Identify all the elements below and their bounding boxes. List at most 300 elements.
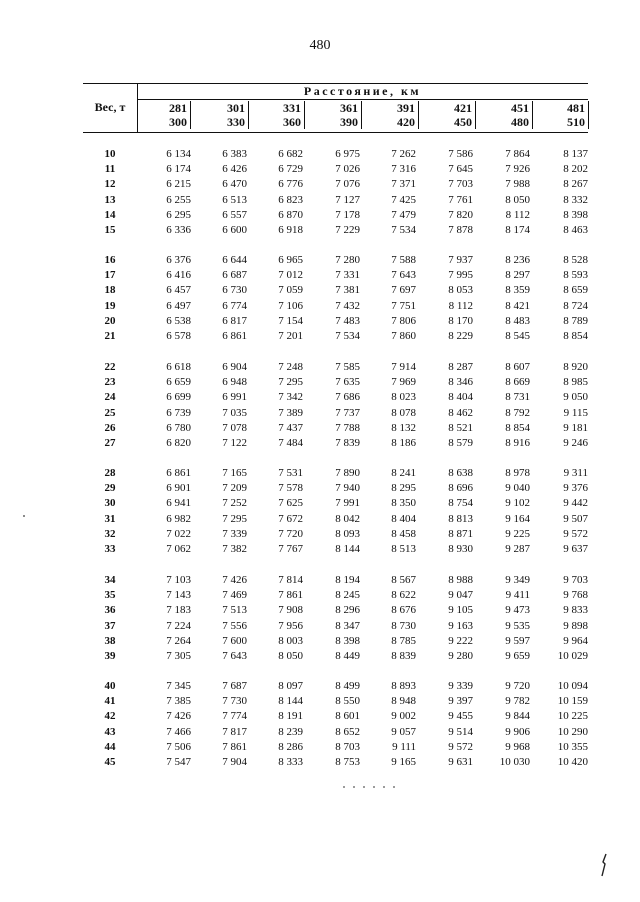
value-cell: 10 159 (557, 695, 588, 708)
value-cell: 7 904 (222, 756, 247, 768)
weight-cell: 36 (104, 604, 116, 617)
table-row (0, 603, 640, 618)
value-cell: 7 437 (278, 421, 303, 434)
weight-cell: 44 (104, 740, 116, 753)
value-cell: 6 618 (166, 361, 191, 373)
value-cell: 9 703 (563, 574, 588, 586)
value-cell: 9 163 (448, 619, 473, 632)
value-cell: 7 371 (391, 178, 416, 191)
value-cell: 7 586 (448, 148, 473, 160)
value-cell: 7 861 (222, 740, 247, 753)
column-divider (361, 101, 362, 129)
value-cell: 8 332 (563, 193, 588, 206)
value-cell: 6 918 (278, 224, 303, 236)
value-cell: 6 729 (278, 163, 303, 176)
value-cell: 6 470 (222, 178, 247, 191)
value-cell: 9 442 (563, 497, 588, 510)
value-cell: 8 920 (563, 361, 588, 373)
weight-cell: 26 (104, 421, 116, 434)
value-cell: 6 820 (166, 437, 191, 449)
value-cell: 7 761 (448, 193, 473, 206)
column-divider (588, 101, 589, 129)
value-cell: 7 382 (222, 543, 247, 555)
value-cell: 6 699 (166, 391, 191, 404)
weight-cell: 15 (104, 224, 116, 236)
value-cell: 6 687 (222, 269, 247, 282)
value-cell: 7 890 (335, 467, 360, 479)
weight-cell: 24 (104, 391, 116, 404)
value-cell: 7 720 (278, 527, 303, 540)
weight-cell: 23 (104, 376, 116, 389)
value-cell: 6 644 (222, 254, 247, 266)
table-row (0, 679, 640, 694)
value-cell: 8 267 (563, 178, 588, 191)
value-cell: 8 893 (391, 680, 416, 692)
table-row (0, 634, 640, 649)
value-cell: 10 094 (557, 680, 588, 692)
value-cell: 8 144 (335, 543, 360, 555)
value-cell: 8 174 (505, 224, 530, 236)
value-cell: 7 878 (448, 224, 473, 236)
table-row (0, 314, 640, 329)
value-cell: 7 466 (166, 725, 191, 738)
value-cell: 8 078 (391, 406, 416, 419)
value-cell: 9 720 (505, 680, 530, 692)
value-cell: 7 295 (222, 512, 247, 525)
value-cell: 6 416 (166, 269, 191, 282)
range-to: 300 (169, 115, 187, 129)
range-from: 281 (169, 101, 187, 115)
value-cell: 6 578 (166, 330, 191, 342)
range-from: 421 (454, 101, 472, 115)
value-cell: 7 178 (335, 208, 360, 221)
value-cell: 7 252 (222, 497, 247, 510)
value-cell: 7 991 (335, 497, 360, 510)
value-cell: 7 432 (335, 299, 360, 312)
value-cell: 6 376 (166, 254, 191, 266)
weight-cell: 39 (104, 650, 116, 662)
value-cell: 7 585 (335, 361, 360, 373)
value-cell: 8 458 (391, 527, 416, 540)
value-cell: 6 255 (166, 193, 191, 206)
value-cell: 7 600 (222, 634, 247, 647)
value-cell: 8 023 (391, 391, 416, 404)
value-cell: 9 311 (563, 467, 588, 479)
weight-column-header: Вес, т (94, 99, 126, 114)
value-cell: 9 572 (448, 740, 473, 753)
value-cell: 7 305 (166, 650, 191, 662)
scan-dots (342, 784, 402, 790)
value-cell: 7 224 (166, 619, 191, 632)
value-cell: 8 398 (563, 208, 588, 221)
value-cell: 8 638 (448, 467, 473, 479)
value-cell: 8 112 (505, 208, 530, 221)
weight-cell: 28 (104, 467, 116, 479)
value-cell: 8 753 (335, 756, 360, 768)
range-to: 510 (567, 115, 585, 129)
value-cell: 7 280 (335, 254, 360, 266)
value-cell: 7 839 (335, 437, 360, 449)
value-cell: 8 463 (563, 224, 588, 236)
value-cell: 8 988 (448, 574, 473, 586)
value-cell: 9 280 (448, 650, 473, 662)
table-row (0, 512, 640, 527)
value-cell: 9 040 (505, 482, 530, 495)
value-cell: 8 813 (448, 512, 473, 525)
value-cell: 8 346 (448, 376, 473, 389)
range-header-0 (135, 99, 191, 131)
value-cell: 7 106 (278, 299, 303, 312)
value-cell: 8 333 (278, 756, 303, 768)
value-cell: 7 229 (335, 224, 360, 236)
value-cell: 7 035 (222, 406, 247, 419)
value-cell: 8 236 (505, 254, 530, 266)
value-cell: 7 806 (391, 314, 416, 327)
weight-cell: 13 (104, 193, 116, 206)
value-cell: 8 202 (563, 163, 588, 176)
value-cell: 9 047 (448, 589, 473, 602)
value-cell: 8 404 (391, 512, 416, 525)
value-cell: 8 985 (563, 376, 588, 389)
value-cell: 7 484 (278, 437, 303, 449)
value-cell: 9 287 (505, 543, 530, 555)
range-from: 361 (340, 101, 358, 115)
weight-cell: 10 (104, 148, 116, 160)
value-cell: 8 607 (505, 361, 530, 373)
value-cell: 8 789 (563, 314, 588, 327)
value-cell: 8 601 (335, 710, 360, 723)
weight-cell: 17 (104, 269, 116, 282)
range-to: 480 (511, 115, 529, 129)
value-cell: 7 645 (448, 163, 473, 176)
value-cell: 8 676 (391, 604, 416, 617)
range-to: 360 (283, 115, 301, 129)
table-row (0, 740, 640, 755)
value-cell: 6 776 (278, 178, 303, 191)
value-cell: 9 572 (563, 527, 588, 540)
value-cell: 6 948 (222, 376, 247, 389)
weight-cell: 38 (104, 634, 116, 647)
weight-cell: 30 (104, 497, 116, 510)
value-cell: 6 817 (222, 314, 247, 327)
value-cell: 7 022 (166, 527, 191, 540)
value-cell: 8 731 (505, 391, 530, 404)
value-cell: 8 245 (335, 589, 360, 602)
value-cell: 9 964 (563, 634, 588, 647)
value-cell: 7 479 (391, 208, 416, 221)
value-cell: 8 137 (563, 148, 588, 160)
value-cell: 8 359 (505, 284, 530, 297)
value-cell: 9 898 (563, 619, 588, 632)
table-row (0, 208, 640, 223)
table-row (0, 619, 640, 634)
value-cell: 9 225 (505, 527, 530, 540)
range-header-1 (193, 99, 249, 131)
range-from: 331 (283, 101, 301, 115)
value-cell: 7 534 (391, 224, 416, 236)
value-cell: 7 342 (278, 391, 303, 404)
table-row (0, 253, 640, 268)
value-cell: 6 513 (222, 193, 247, 206)
value-cell: 8 550 (335, 695, 360, 708)
weight-cell: 19 (104, 299, 116, 312)
value-cell: 7 820 (448, 208, 473, 221)
value-cell: 7 556 (222, 619, 247, 632)
value-cell: 7 703 (448, 178, 473, 191)
table-row (0, 588, 640, 603)
value-cell: 8 295 (391, 482, 416, 495)
value-cell: 7 103 (166, 574, 191, 586)
value-cell: 7 767 (278, 543, 303, 555)
value-cell: 9 057 (391, 725, 416, 738)
value-cell: 6 659 (166, 376, 191, 389)
value-cell: 7 686 (335, 391, 360, 404)
table-row (0, 573, 640, 588)
table-row (0, 421, 640, 436)
value-cell: 9 833 (563, 604, 588, 617)
value-cell: 6 600 (222, 224, 247, 236)
value-cell: 7 483 (335, 314, 360, 327)
value-cell: 7 122 (222, 437, 247, 449)
value-cell: 6 215 (166, 178, 191, 191)
range-from: 451 (511, 101, 529, 115)
value-cell: 8 854 (563, 330, 588, 342)
table-row (0, 436, 640, 451)
value-cell: 7 534 (335, 330, 360, 342)
value-cell: 7 469 (222, 589, 247, 602)
column-divider (418, 101, 419, 129)
scan-margin-mark (598, 852, 610, 878)
value-cell: 7 425 (391, 193, 416, 206)
value-cell: 9 349 (505, 574, 530, 586)
value-cell: 6 426 (222, 163, 247, 176)
table-row (0, 406, 640, 421)
value-cell: 7 588 (391, 254, 416, 266)
value-cell: 6 904 (222, 361, 247, 373)
value-cell: 10 225 (557, 710, 588, 723)
table-row (0, 542, 640, 557)
value-cell: 6 682 (278, 148, 303, 160)
weight-cell: 27 (104, 437, 116, 449)
value-cell: 7 062 (166, 543, 191, 555)
weight-cell: 35 (104, 589, 116, 602)
value-cell: 8 421 (505, 299, 530, 312)
value-cell: 7 339 (222, 527, 247, 540)
value-cell: 10 420 (557, 756, 588, 768)
value-cell: 8 785 (391, 634, 416, 647)
value-cell: 7 914 (391, 361, 416, 373)
weight-cell: 14 (104, 208, 116, 221)
value-cell: 7 697 (391, 284, 416, 297)
value-cell: 9 844 (505, 710, 530, 723)
value-cell: 9 050 (563, 391, 588, 404)
value-cell: 7 248 (278, 361, 303, 373)
value-cell: 9 597 (505, 634, 530, 647)
value-cell: 7 547 (166, 756, 191, 768)
value-cell: 8 730 (391, 619, 416, 632)
table-row (0, 527, 640, 542)
value-cell: 8 978 (505, 467, 530, 479)
value-cell: 8 622 (391, 589, 416, 602)
value-cell: 9 768 (563, 589, 588, 602)
value-cell: 9 339 (448, 680, 473, 692)
value-cell: 8 948 (391, 695, 416, 708)
range-to: 390 (340, 115, 358, 129)
range-to: 330 (227, 115, 245, 129)
table-row (0, 481, 640, 496)
value-cell: 9 507 (563, 512, 588, 525)
column-divider (190, 101, 191, 129)
value-cell: 8 229 (448, 330, 473, 342)
value-cell: 9 376 (563, 482, 588, 495)
value-cell: 8 449 (335, 650, 360, 662)
value-cell: 7 143 (166, 589, 191, 602)
value-cell: 7 908 (278, 604, 303, 617)
value-cell: 7 059 (278, 284, 303, 297)
weight-cell: 37 (104, 619, 116, 632)
value-cell: 7 506 (166, 740, 191, 753)
value-cell: 7 788 (335, 421, 360, 434)
weight-cell: 29 (104, 482, 116, 495)
value-cell: 8 462 (448, 406, 473, 419)
value-cell: 6 965 (278, 254, 303, 266)
value-cell: 9 906 (505, 725, 530, 738)
value-cell: 7 426 (166, 710, 191, 723)
value-cell: 10 355 (557, 740, 588, 753)
value-cell: 8 112 (448, 299, 473, 312)
value-cell: 6 991 (222, 391, 247, 404)
value-cell: 6 538 (166, 314, 191, 327)
value-cell: 7 345 (166, 680, 191, 692)
value-cell: 8 871 (448, 527, 473, 540)
table-row (0, 268, 640, 283)
value-cell: 6 730 (222, 284, 247, 297)
weight-cell: 41 (104, 695, 116, 708)
value-cell: 8 528 (563, 254, 588, 266)
value-cell: 6 774 (222, 299, 247, 312)
value-cell: 8 191 (278, 710, 303, 723)
value-cell: 6 295 (166, 208, 191, 221)
value-cell: 7 988 (505, 178, 530, 191)
weight-cell: 16 (104, 254, 116, 266)
column-divider (475, 101, 476, 129)
value-cell: 6 497 (166, 299, 191, 312)
value-cell: 7 316 (391, 163, 416, 176)
value-cell: 7 426 (222, 574, 247, 586)
value-cell: 6 975 (335, 148, 360, 160)
table-row (0, 147, 640, 162)
range-header-3 (306, 99, 362, 131)
value-cell: 6 870 (278, 208, 303, 221)
value-cell: 8 724 (563, 299, 588, 312)
value-cell: 8 513 (391, 543, 416, 555)
value-cell: 7 385 (166, 695, 191, 708)
value-cell: 8 521 (448, 421, 473, 434)
value-cell: 10 290 (557, 725, 588, 738)
value-cell: 8 042 (335, 512, 360, 525)
weight-cell: 42 (104, 710, 116, 723)
value-cell: 8 286 (278, 740, 303, 753)
value-cell: 9 455 (448, 710, 473, 723)
value-cell: 6 861 (166, 467, 191, 479)
value-cell: 9 115 (563, 406, 588, 419)
value-cell: 9 631 (448, 756, 473, 768)
page-number: 480 (309, 38, 331, 53)
value-cell: 7 814 (278, 574, 303, 586)
table-row (0, 177, 640, 192)
value-cell: 8 839 (391, 650, 416, 662)
table-row (0, 283, 640, 298)
value-cell: 6 982 (166, 512, 191, 525)
value-cell: 6 941 (166, 497, 191, 510)
range-header-6 (477, 99, 533, 131)
value-cell: 6 174 (166, 163, 191, 176)
value-cell: 8 003 (278, 634, 303, 647)
value-cell: 7 635 (335, 376, 360, 389)
value-cell: 9 782 (505, 695, 530, 708)
value-cell: 7 531 (278, 467, 303, 479)
range-to: 450 (454, 115, 472, 129)
weight-cell: 21 (104, 330, 116, 342)
weight-cell: 12 (104, 178, 116, 191)
weight-cell: 18 (104, 284, 116, 297)
value-cell: 9 659 (505, 650, 530, 662)
value-cell: 7 817 (222, 725, 247, 738)
value-cell: 7 625 (278, 497, 303, 510)
value-cell: 9 968 (505, 740, 530, 753)
table-row (0, 193, 640, 208)
table-row (0, 329, 640, 344)
table-row (0, 496, 640, 511)
value-cell: 7 737 (335, 406, 360, 419)
value-cell: 8 347 (335, 619, 360, 632)
value-cell: 7 331 (335, 269, 360, 282)
value-cell: 8 241 (391, 467, 416, 479)
value-cell: 9 514 (448, 725, 473, 738)
value-cell: 9 165 (391, 756, 416, 768)
table-row (0, 649, 640, 664)
table-row (0, 223, 640, 238)
value-cell: 8 483 (505, 314, 530, 327)
value-cell: 7 774 (222, 710, 247, 723)
value-cell: 8 703 (335, 740, 360, 753)
value-cell: 7 295 (278, 376, 303, 389)
value-cell: 8 652 (335, 725, 360, 738)
value-cell: 7 183 (166, 604, 191, 617)
value-cell: 10 030 (499, 756, 530, 768)
column-divider (304, 101, 305, 129)
value-cell: 6 457 (166, 284, 191, 297)
range-header-2 (249, 99, 305, 131)
value-cell: 9 102 (505, 497, 530, 510)
value-cell: 7 730 (222, 695, 247, 708)
value-cell: 7 513 (222, 604, 247, 617)
weight-cell: 25 (104, 406, 116, 419)
value-cell: 7 860 (391, 330, 416, 342)
value-cell: 6 557 (222, 208, 247, 221)
weight-cell: 20 (104, 314, 116, 327)
value-cell: 9 002 (391, 710, 416, 723)
value-cell: 8 186 (391, 437, 416, 449)
value-cell: 6 780 (166, 421, 191, 434)
value-cell: 8 097 (278, 680, 303, 692)
value-cell: 8 398 (335, 634, 360, 647)
value-cell: 8 579 (448, 437, 473, 449)
value-cell: 6 336 (166, 224, 191, 236)
value-cell: 6 739 (166, 406, 191, 419)
table-row (0, 755, 640, 770)
value-cell: 8 696 (448, 482, 473, 495)
